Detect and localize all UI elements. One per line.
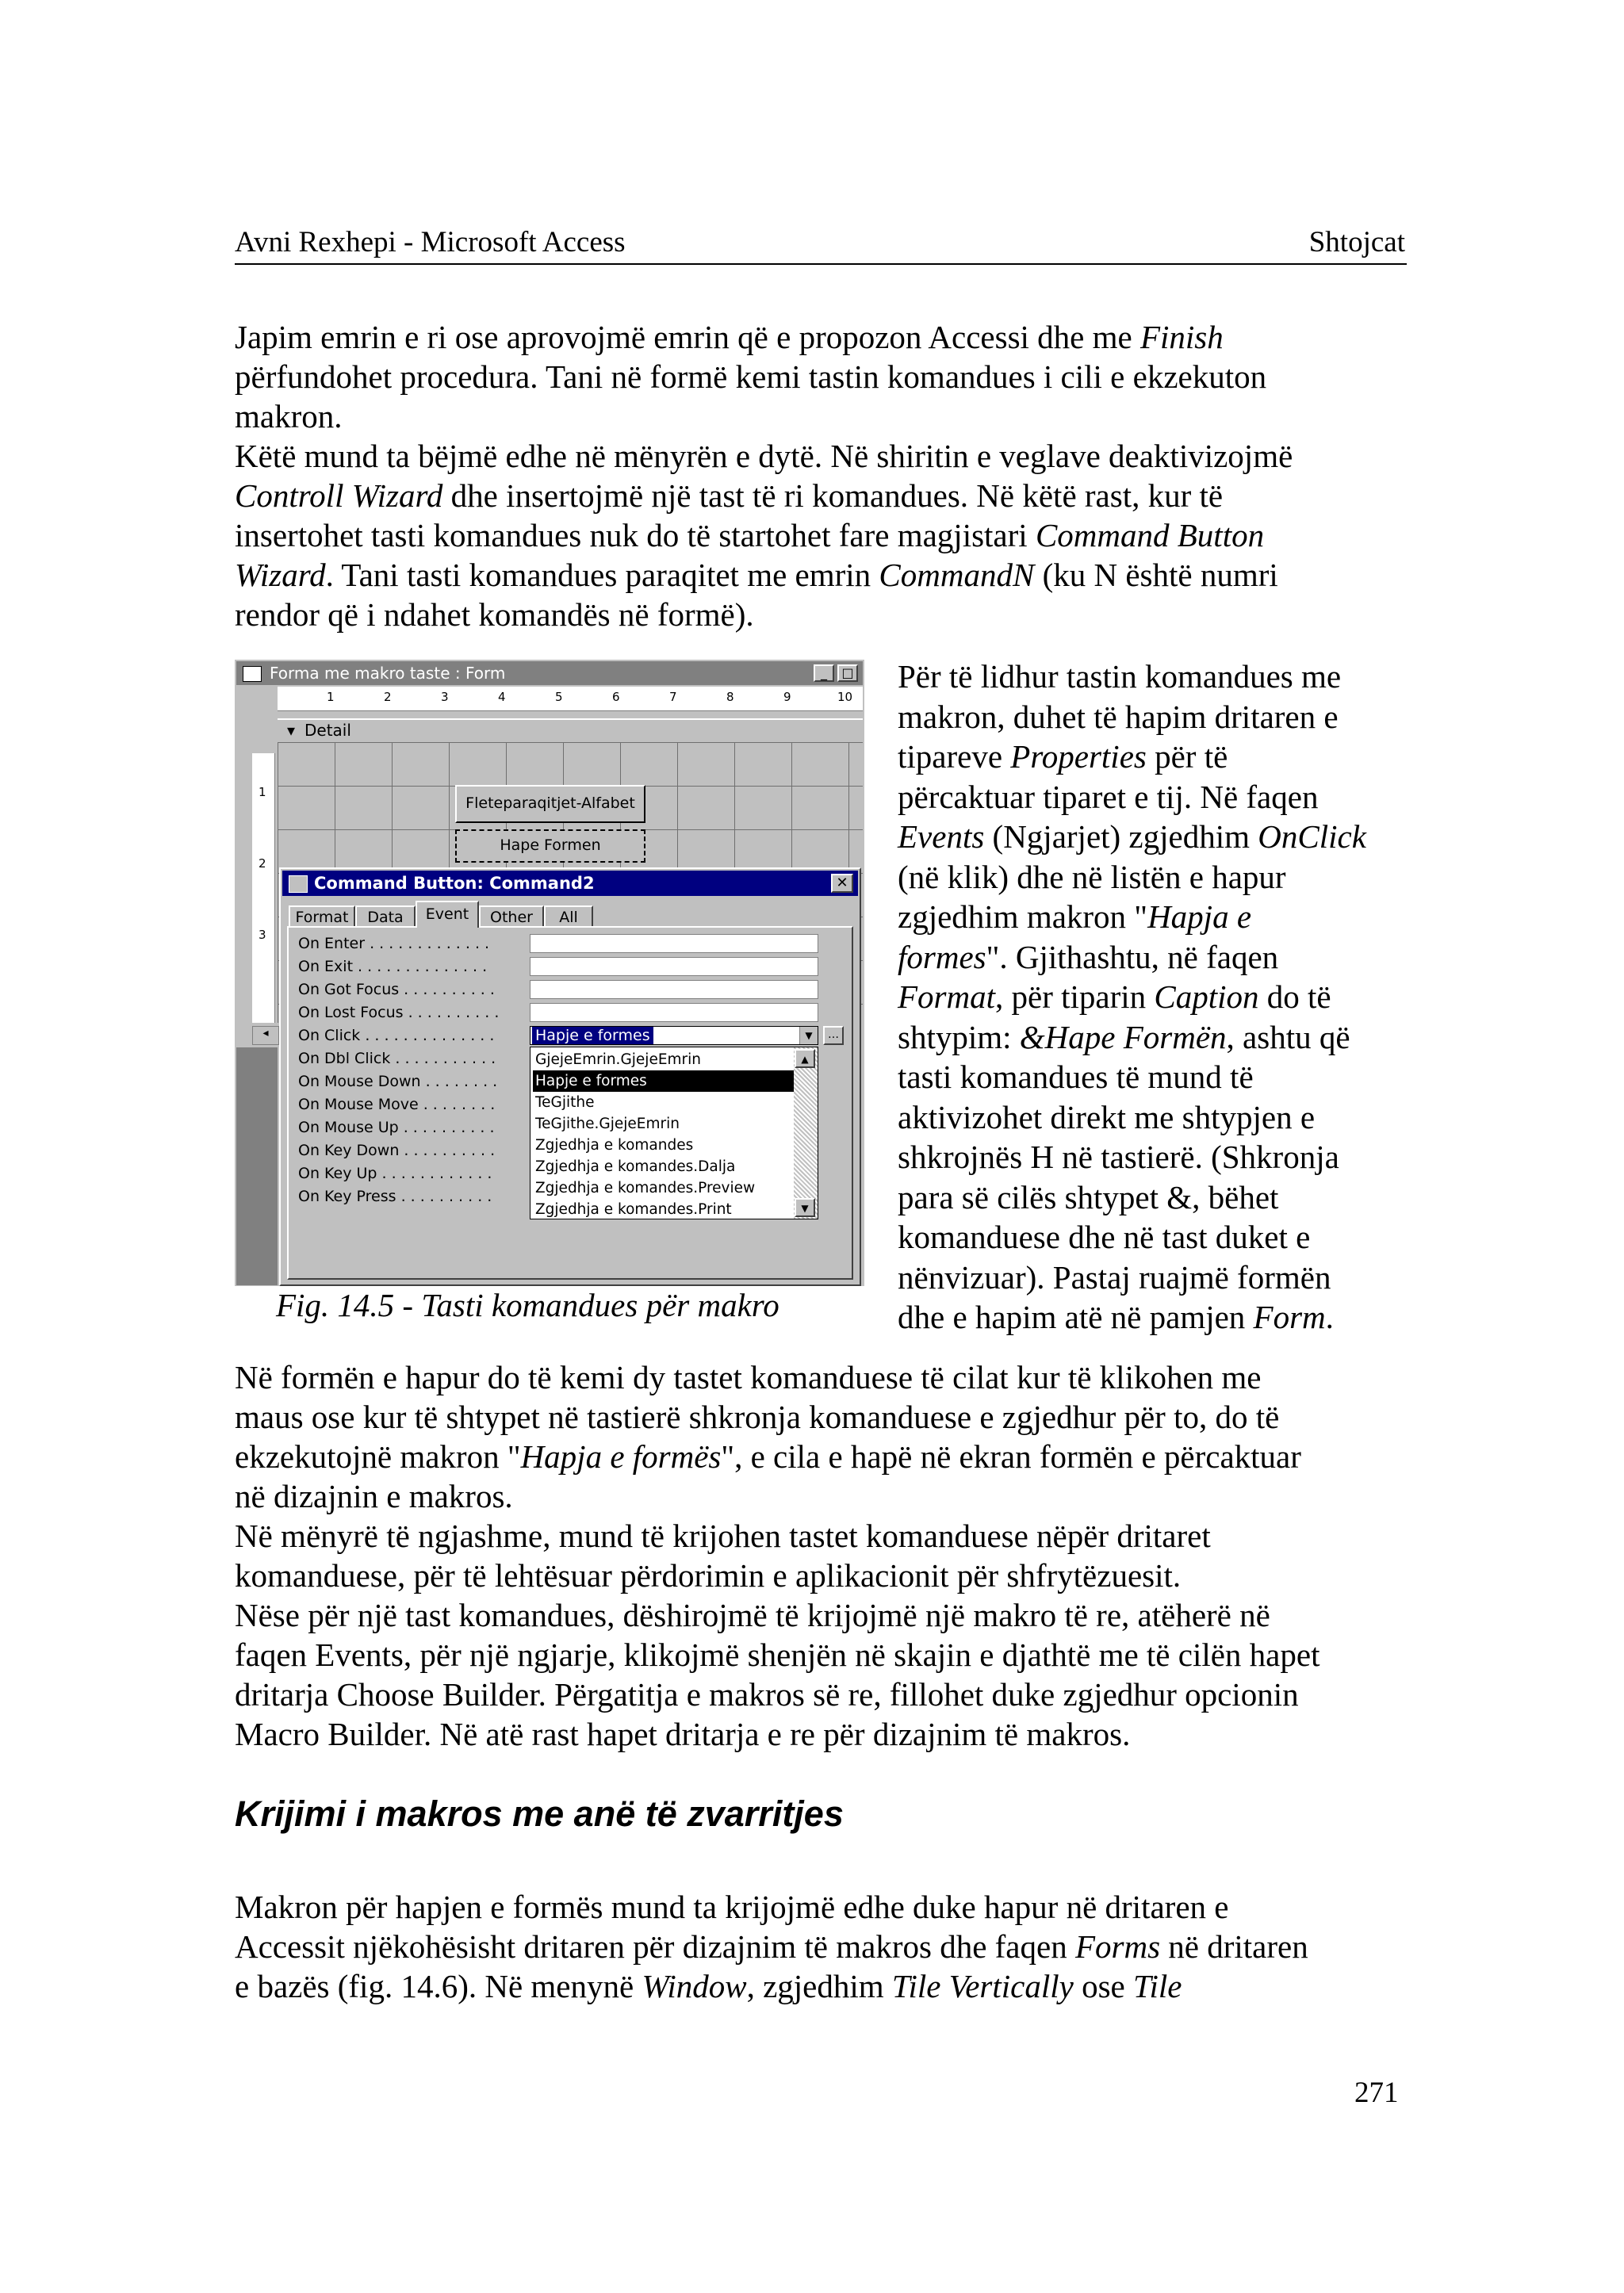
close-icon[interactable]: ✕ xyxy=(831,874,853,893)
property-label: On Enter . . . . . . . . . . . . . xyxy=(298,935,490,952)
running-header xyxy=(235,224,1407,265)
properties-dialog-titlebar: Command Button: Command2 ✕ xyxy=(282,871,858,896)
detail-section-bar[interactable]: ▾ Detail xyxy=(278,718,863,744)
paragraph-intro: Japim emrin e ri ose aprovojmë emrin që e propozon Accessi dhe me Finish përfundohet procedura. Tani në formë kemi tastin komandues i cili e ekzekuton makron. Këtë mund ta bëjmë edhe në mënyrën e dytë. Në shiritin e veglave deaktivizojmë Controll Wizard dhe insertojmë një tast të ri komandues. Në këtë rast, kur të insertohet tasti komandues nuk do të startohet fare magjistari Command Button Wizard. Tani tasti komandues paraqitet me emrin CommandN (ku N është numri rendor që i ndahet komandës në formë). xyxy=(235,319,1293,633)
dropdown-arrow-icon[interactable]: ▼ xyxy=(799,1027,818,1044)
property-label: On Key Press . . . . . . . . . . xyxy=(298,1188,492,1205)
hape-formen-button[interactable]: Hape Formen xyxy=(455,829,645,863)
header-author-title: Avni Rexhepi - Microsoft Access xyxy=(235,226,626,258)
property-value-field[interactable] xyxy=(530,980,818,999)
property-value-field[interactable] xyxy=(530,934,818,953)
horizontal-ruler: 1 2 3 4 5 6 7 8 9 10 xyxy=(278,687,863,711)
property-label: On Mouse Down . . . . . . . . xyxy=(298,1073,498,1090)
list-item[interactable]: GjejeEmrin.GjejeEmrin xyxy=(535,1051,702,1068)
property-label: On Got Focus . . . . . . . . . . xyxy=(298,981,495,998)
property-label: On Exit . . . . . . . . . . . . . . xyxy=(298,958,488,975)
onclick-combo[interactable]: Hapje e formes ▼ xyxy=(530,1026,818,1045)
property-label: On Dbl Click . . . . . . . . . . . xyxy=(298,1050,496,1067)
property-label: On Mouse Up . . . . . . . . . . xyxy=(298,1119,495,1136)
builder-ellipsis-button[interactable]: … xyxy=(823,1026,844,1045)
scroll-left-icon[interactable]: ◂ xyxy=(252,1026,279,1045)
detail-arrow-icon: ▾ xyxy=(287,721,296,740)
property-value-field[interactable] xyxy=(530,957,818,976)
scroll-up-icon[interactable]: ▲ xyxy=(795,1049,815,1068)
properties-icon xyxy=(289,875,308,893)
vertical-ruler: 1 2 3 xyxy=(252,753,275,1023)
tab-event[interactable]: Event xyxy=(416,901,479,928)
property-label: On Key Up . . . . . . . . . . . . xyxy=(298,1165,492,1182)
figure-caption: Fig. 14.5 - Tasti komandues për makro xyxy=(276,1287,779,1323)
form-window-titlebar xyxy=(236,661,863,685)
tab-all[interactable]: All xyxy=(544,905,593,926)
page-number: 271 xyxy=(1354,2077,1399,2109)
paragraph-result: Në formën e hapur do të kemi dy tastet komanduese të cilat kur të klikohen me maus ose kur të shtypet në tastierë shkronja komanduese e zgjedhur për to, do të ekzekutojnë makron "Hapja e formës", e cila e hapë në ekran formën e përcaktuar në dizajnin e makros. Në mënyrë të ngjashme, mund të krijohen tastet komanduese nëpër dritaret komanduese, për të lehtësuar përdorimin e aplikacionit për shfrytëzuesit. Nëse për një tast komandues, dëshirojmë të krijojmë një makro të re, atëherë në faqen Events, për një ngjarje, klikojmë shenjën në skajin e djathtë me të cilën hapet dritarja Choose Builder. Përgatitja e makros së re, fillohet duke zgjedhur opcionin Macro Builder. Në atë rast hapet dritarja e re për dizajnim të makros. xyxy=(235,1359,1320,1752)
macro-dropdown-list xyxy=(530,1047,818,1219)
scroll-down-icon[interactable]: ▼ xyxy=(795,1198,815,1217)
event-properties-panel xyxy=(287,926,853,1280)
tab-format[interactable]: Format xyxy=(289,905,355,926)
property-label: On Lost Focus . . . . . . . . . . xyxy=(298,1004,500,1021)
tab-other[interactable]: Other xyxy=(479,905,544,926)
minimize-icon[interactable]: _ xyxy=(814,664,834,682)
property-value-field[interactable] xyxy=(530,1003,818,1022)
property-label-onclick: On Click . . . . . . . . . . . . . . xyxy=(298,1027,495,1044)
property-label: On Key Down . . . . . . . . . . xyxy=(298,1142,496,1159)
list-item[interactable]: Zgjedhja e komandes.Dalja xyxy=(535,1158,736,1175)
section-heading: Krijimi i makros me anë të zvarritjes xyxy=(235,1793,844,1834)
maximize-icon[interactable]: □ xyxy=(837,664,858,682)
header-section: Shtojcat xyxy=(1308,226,1405,258)
figure-screenshot xyxy=(235,660,864,1286)
list-item[interactable]: Zgjedhja e komandes xyxy=(535,1137,694,1154)
property-label: On Mouse Move . . . . . . . . xyxy=(298,1096,496,1113)
form-window-title: Forma me makro taste : Form xyxy=(270,664,506,683)
paragraph-side: Për të lidhur tastin komandues me makron, duhet të hapim dritaren e tipareve Properties për të përcaktuar tiparet e tij. Në faqen Events (Ngjarjet) zgjedhim OnClick (në klik) dhe në listën e hapur zgjedhim makron "Hapja e formes". Gjithashtu, në faqen Format, për tiparin Caption do të shtypim: &Hape Formën, ashtu që tasti komandues të mund të aktivizohet direkt me shtypjen e shkrojnës H në tastierë. (Shkronja para së cilës shtypet &, bëhet komanduese dhe në tast duket e nënvizuar). Pastaj ruajmë formën dhe e hapim atë në pamjen Form. xyxy=(898,658,1366,1335)
properties-dialog xyxy=(279,867,861,1286)
fleteparaqitjet-button[interactable]: Fleteparaqitjet-Alfabet xyxy=(455,785,645,823)
list-item[interactable]: Zgjedhja e komandes.Print xyxy=(535,1201,732,1218)
list-item[interactable]: TeGjithe xyxy=(535,1094,595,1111)
workspace-background xyxy=(236,1047,278,1285)
list-item[interactable]: TeGjithe.GjejeEmrin xyxy=(535,1116,680,1132)
list-item-selected[interactable]: Hapje e formes xyxy=(533,1070,795,1092)
form-window-icon xyxy=(243,666,262,682)
tab-data[interactable]: Data xyxy=(355,905,416,926)
paragraph-drag: Makron për hapjen e formës mund ta krijojmë edhe duke hapur në dritaren e Accessit njëkohësisht dritaren për dizajnim të makros dhe faqen Forms në dritaren e bazës (fig. 14.6). Në menynë Window, zgjedhim Tile Vertically ose Tile xyxy=(235,1889,1308,2004)
list-scrollbar[interactable] xyxy=(794,1047,818,1219)
list-item[interactable]: Zgjedhja e komandes.Preview xyxy=(535,1180,756,1196)
